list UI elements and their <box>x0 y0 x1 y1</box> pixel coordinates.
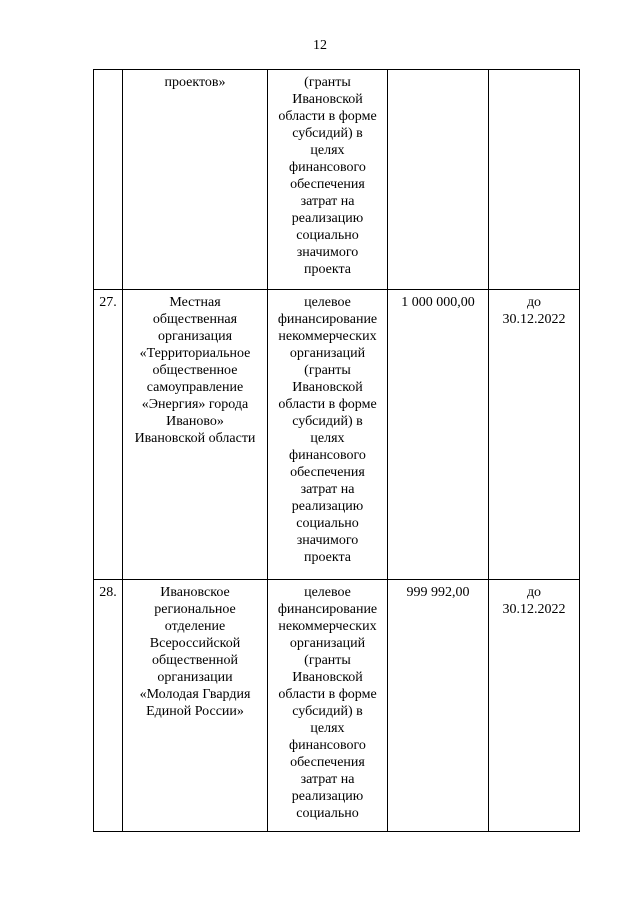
text-line: 30.12.2022 <box>502 312 566 327</box>
text-line: организаций <box>289 636 366 651</box>
text-line: «Молодая Гвардия <box>139 687 251 702</box>
text-line: (гранты <box>304 363 351 378</box>
grant-amount: 1 000 000,00 <box>388 290 489 580</box>
text-line: социально <box>296 516 359 531</box>
row-number: 27. <box>94 290 123 580</box>
text-line: некоммерческих <box>278 329 377 344</box>
text-line: Ивановской области <box>134 431 256 446</box>
text-line: до <box>526 295 542 310</box>
grant-term <box>489 290 580 580</box>
text-line: финансирование <box>277 602 378 617</box>
text-line: обеспечения <box>290 755 365 770</box>
organization-name <box>123 290 268 580</box>
grant-term <box>489 70 580 290</box>
text-line: организации <box>157 670 233 685</box>
text-line: социально <box>296 228 359 243</box>
text-line: до <box>526 585 542 600</box>
text-line: общественное <box>152 363 238 378</box>
row-number <box>94 70 123 290</box>
text-line: реализацию <box>291 211 364 226</box>
grants-table <box>93 69 580 832</box>
text-line: Всероссийской <box>149 636 241 651</box>
text-line: обеспечения <box>290 177 365 192</box>
text-line: целях <box>310 721 345 736</box>
grant-amount: 999 992,00 <box>388 580 489 832</box>
text-line: финансового <box>289 160 366 175</box>
text-line: целях <box>310 143 345 158</box>
text-line: реализацию <box>291 499 364 514</box>
grant-amount <box>388 70 489 290</box>
grant-purpose <box>268 290 388 580</box>
text-line: Ивановской <box>292 670 363 685</box>
text-line: Ивановское <box>160 585 230 600</box>
page-number: 12 <box>313 38 327 53</box>
grant-term <box>489 580 580 832</box>
text-line: Ивановской <box>292 92 363 107</box>
table-row <box>94 580 580 832</box>
text-line: субсидий) в <box>292 126 363 141</box>
text-line: значимого <box>296 533 359 548</box>
text-line: «Энергия» города <box>141 397 249 412</box>
text-line: области в форме <box>278 687 377 702</box>
text-line: региональное <box>154 602 236 617</box>
text-line: субсидий) в <box>292 704 363 719</box>
text-line: (гранты <box>304 75 351 90</box>
text-line: затрат на <box>300 482 355 497</box>
text-line: области в форме <box>278 109 377 124</box>
text-line: самоуправление <box>146 380 244 395</box>
text-line: Единой России» <box>146 704 244 719</box>
text-line: социально <box>296 806 359 821</box>
text-line: целевое <box>304 295 351 310</box>
text-line: общественной <box>151 653 239 668</box>
text-line: организация <box>157 329 233 344</box>
text-line: некоммерческих <box>278 619 377 634</box>
text-line: проекта <box>304 550 351 565</box>
text-line: затрат на <box>300 772 355 787</box>
text-line: 30.12.2022 <box>502 602 566 617</box>
organization-name <box>123 580 268 832</box>
text-line: затрат на <box>300 194 355 209</box>
text-line: финансирование <box>277 312 378 327</box>
text-line: финансового <box>289 738 366 753</box>
text-line: финансового <box>289 448 366 463</box>
text-line: субсидий) в <box>292 414 363 429</box>
text-line: «Территориальное <box>139 346 251 361</box>
text-line: целевое <box>304 585 351 600</box>
organization-name <box>123 70 268 290</box>
text-line: проектов» <box>164 75 226 90</box>
table-row <box>94 290 580 580</box>
text-line: реализацию <box>291 789 364 804</box>
text-line: значимого <box>296 245 359 260</box>
text-line: целях <box>310 431 345 446</box>
text-line: области в форме <box>278 397 377 412</box>
text-line: общественная <box>152 312 238 327</box>
text-line: Местная <box>169 295 221 310</box>
text-line: отделение <box>164 619 226 634</box>
table-row <box>94 70 580 290</box>
text-line: обеспечения <box>290 465 365 480</box>
text-line: (гранты <box>304 653 351 668</box>
text-line: организаций <box>289 346 366 361</box>
text-line: Иваново» <box>166 414 224 429</box>
grant-purpose <box>268 70 388 290</box>
text-line: Ивановской <box>292 380 363 395</box>
grant-purpose <box>268 580 388 832</box>
text-line: проекта <box>304 262 351 277</box>
row-number: 28. <box>94 580 123 832</box>
